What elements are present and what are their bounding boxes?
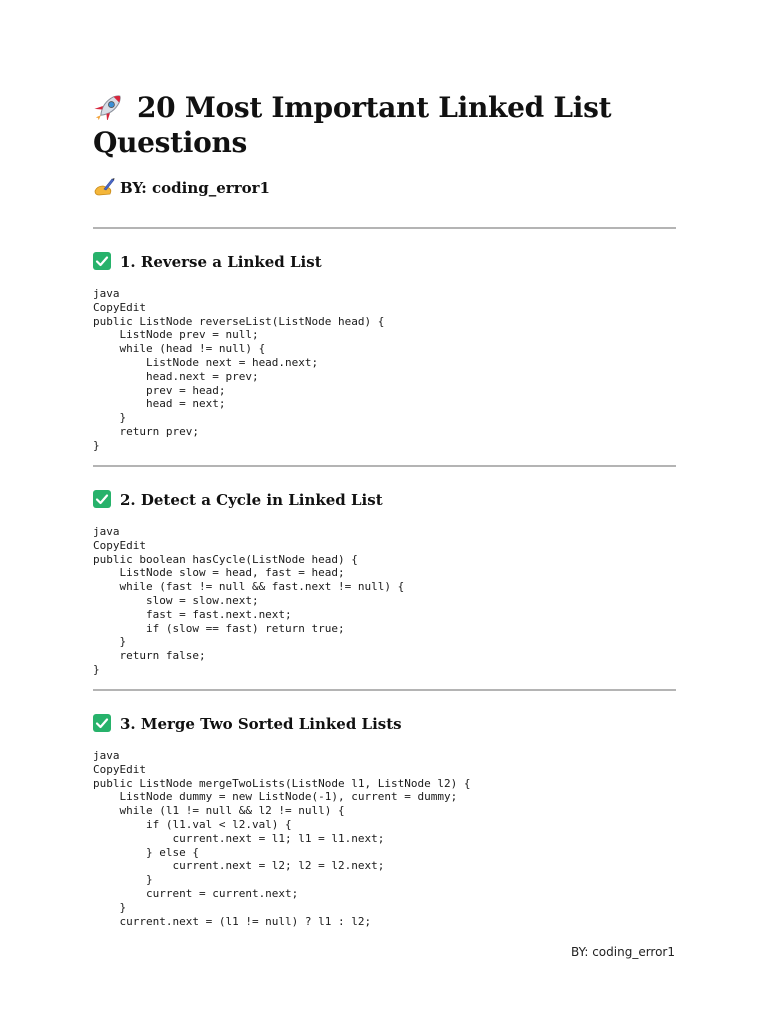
rocket-icon (93, 92, 127, 120)
code-block: java CopyEdit public ListNode reverseList(ListNode head) { ListNode prev = null; while (head != null) { ListNode next = head.next; head.next = prev; prev = head; head = next; } return prev; } (93, 287, 385, 452)
writing-hand-icon (93, 177, 115, 197)
check-mark-button-icon (93, 252, 111, 270)
section-divider (93, 465, 676, 467)
page-footer: BY: coding_error1 (571, 945, 675, 959)
question-heading (93, 489, 383, 511)
question-title: 1. Reverse a Linked List (120, 253, 322, 271)
section-divider (93, 227, 676, 229)
author-text: BY: coding_error1 (120, 179, 270, 197)
code-block: java CopyEdit public boolean hasCycle(ListNode head) { ListNode slow = head, fast = head; while (fast != null && fast.next != null) { slow = slow.next; fast = fast.next.next; if (slow == fast) return true; } return false; } (93, 525, 405, 676)
section-divider (93, 689, 676, 691)
question-heading (93, 713, 402, 735)
author-line (93, 177, 270, 199)
question-heading (93, 251, 322, 273)
question-title: 3. Merge Two Sorted Linked Lists (120, 715, 402, 733)
check-mark-button-icon (93, 714, 111, 732)
code-block: java CopyEdit public ListNode mergeTwoLists(ListNode l1, ListNode l2) { ListNode dummy = new ListNode(-1), current = dummy; while (l1 != null && l2 != null) { if (l1.val < l2.val) { current.next = l1; l1 = l1.next; } else { current.next = l2; l2 = l2.next; } current = current.next; } current.next = (l1 != null) ? l1 : l2; (93, 749, 471, 928)
title-text: 20 Most Important Linked List Questions (93, 91, 612, 159)
question-title: 2. Detect a Cycle in Linked List (120, 491, 383, 509)
page-title (93, 90, 676, 160)
check-mark-button-icon (93, 490, 111, 508)
